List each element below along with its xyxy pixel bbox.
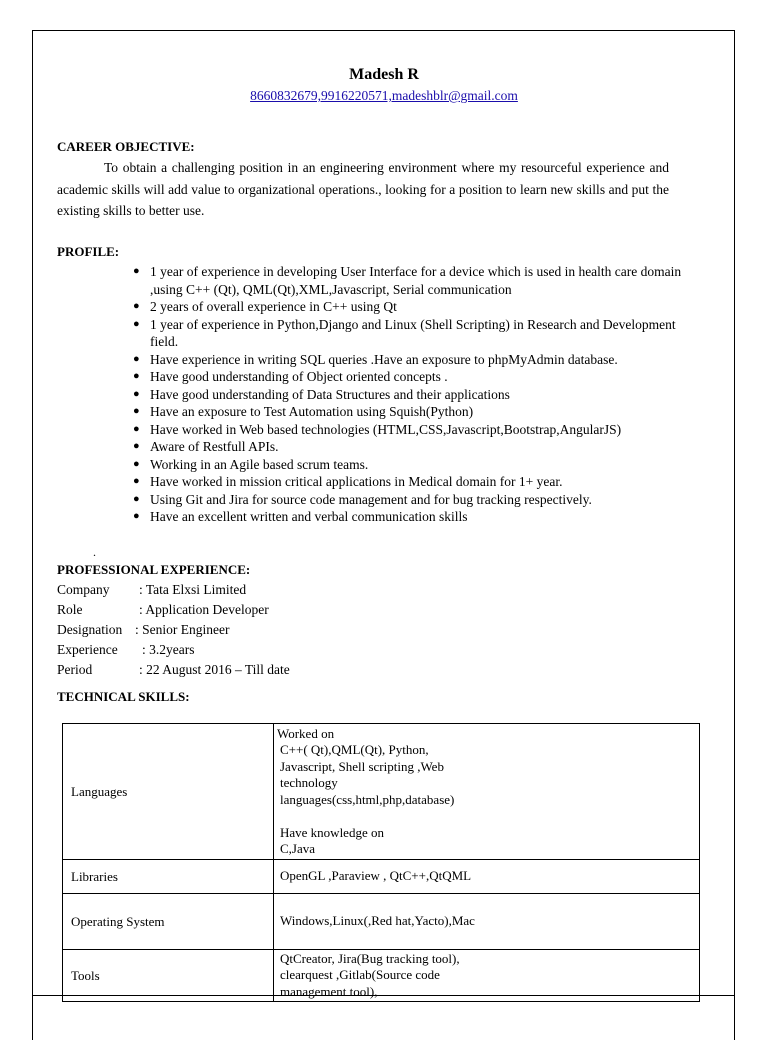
experience-row (57, 620, 230, 640)
bullet-icon: ● (133, 317, 140, 330)
bullet-icon: ● (133, 405, 140, 417)
bullet-icon: ● (133, 300, 140, 312)
experience-value: : Tata Elxsi Limited (139, 582, 247, 597)
bullet-icon: ● (133, 510, 140, 522)
candidate-name: Madesh R (349, 66, 419, 83)
skills-row (63, 724, 700, 860)
skill-line: QtCreator, Jira(Bug tracking tool), (280, 950, 460, 966)
profile-item-text: Using Git and Jira for source code management and for bug tracking respectively. (150, 491, 592, 507)
stray-mark: . (93, 545, 96, 559)
skill-details (274, 950, 700, 1002)
career-objective-paragraph: To obtain a challenging position in an engineering environment where my resourceful experience and academic skills will add value to organizational operations., looking for a position to learn new skills and put the existing skills to better use. (57, 160, 669, 218)
experience-row (57, 600, 269, 620)
skills-row (63, 860, 700, 894)
skill-line: C++( Qt),QML(Qt), Python, (280, 742, 429, 757)
bullet-icon: ● (133, 387, 140, 400)
bullet-icon: ● (133, 422, 140, 435)
experience-label: Designation (57, 622, 123, 637)
profile-item-text: Have an exposure to Test Automation using Squish(Python) (150, 404, 474, 419)
profile-item-text: Working in an Agile based scrum teams. (150, 456, 369, 472)
profile-item (132, 473, 692, 491)
experience-value: : 3.2years (142, 642, 195, 657)
skill-category: Operating System (63, 894, 274, 950)
experience-row (57, 640, 195, 660)
skill-category: Libraries (63, 860, 274, 894)
skill-line: technology (280, 775, 338, 790)
experience-value: : 22 August 2016 – Till date (139, 662, 290, 677)
skill-category: Languages (63, 724, 274, 860)
experience-label: Period (57, 662, 93, 677)
profile-item-text: Have worked in mission critical applications in Medical domain for 1+ year. (150, 474, 563, 489)
profile-item-text: Have good understanding of Object oriented concepts . (150, 369, 448, 384)
skill-details (274, 894, 700, 950)
profile-item (132, 491, 692, 509)
skill-line: OpenGL ,Paraview , QtC++,QtQML (280, 868, 472, 884)
profile-item (132, 403, 692, 421)
skill-line: Worked on (277, 725, 335, 741)
experience-row (57, 580, 247, 600)
profile-item-text: Have an excellent written and verbal communication skills (150, 509, 468, 524)
bullet-icon: ● (133, 370, 140, 382)
career-objective-text (57, 157, 669, 222)
skill-line (280, 808, 699, 825)
skill-line: management tool), (280, 983, 378, 999)
skill-line: clearquest ,Gitlab(Source code (280, 967, 440, 983)
career-objective-heading: CAREER OBJECTIVE: (57, 139, 195, 154)
profile-list (132, 263, 692, 526)
experience-label: Role (57, 602, 83, 617)
profile-item (132, 351, 692, 369)
skills-table (62, 723, 700, 1002)
experience-label: Company (57, 582, 110, 597)
profile-item-text: Aware of Restfull APIs. (150, 439, 279, 454)
profile-item-text: 1 year of experience in Python,Django and Linux (Shell Scripting) in Research and Development field. (150, 316, 676, 349)
skill-details (274, 860, 700, 894)
skill-line: languages(css,html,php,database) (280, 791, 455, 807)
skills-row (63, 894, 700, 950)
skill-line: Javascript, Shell scripting ,Web (280, 758, 444, 774)
skill-category: Tools (63, 950, 274, 1002)
experience-details (57, 580, 290, 680)
profile-heading: PROFILE: (57, 244, 120, 259)
experience-label: Experience (57, 642, 118, 657)
bullet-icon: ● (133, 352, 140, 365)
profile-item-text: Have worked in Web based technologies (HTML,CSS,Javascript,Bootstrap,AngularJS) (150, 421, 622, 437)
bullet-icon: ● (133, 440, 140, 452)
profile-item (132, 508, 692, 526)
profile-item (132, 263, 692, 298)
profile-item (132, 438, 692, 456)
skill-details (274, 724, 700, 860)
profile-item (132, 316, 692, 351)
skill-line: Windows,Linux(,Red hat,Yacto),Mac (280, 913, 475, 929)
technical-skills-heading: TECHNICAL SKILLS: (57, 689, 190, 704)
profile-item (132, 421, 692, 439)
contact-link[interactable]: 8660832679,9916220571,madeshblr@gmail.com (250, 88, 518, 103)
profile-item (132, 298, 692, 316)
profile-item (132, 368, 692, 386)
experience-row (57, 660, 290, 680)
skill-line: Have knowledge on (280, 824, 384, 840)
profile-item-text: Have experience in writing SQL queries .Have an exposure to phpMyAdmin database. (150, 351, 618, 367)
profile-item-text: Have good understanding of Data Structures and their applications (150, 386, 510, 402)
profile-item-text: 2 years of overall experience in C++ using Qt (150, 299, 397, 314)
experience-value: : Senior Engineer (135, 622, 230, 637)
skill-line: C,Java (280, 841, 316, 856)
bullet-icon: ● (133, 265, 140, 277)
experience-value: : Application Developer (139, 602, 269, 617)
skills-row (63, 950, 700, 1002)
bullet-icon: ● (133, 492, 140, 505)
profile-item (132, 456, 692, 474)
bullet-icon: ● (133, 475, 140, 487)
professional-experience-heading: PROFESSIONAL EXPERIENCE: (57, 562, 251, 577)
profile-item-text: 1 year of experience in developing User Interface for a device which is used in health care domain ,using C++ (Qt), QML(Qt),XML,Javascript, Serial communication (150, 264, 682, 297)
profile-item (132, 386, 692, 404)
bullet-icon: ● (133, 457, 140, 470)
